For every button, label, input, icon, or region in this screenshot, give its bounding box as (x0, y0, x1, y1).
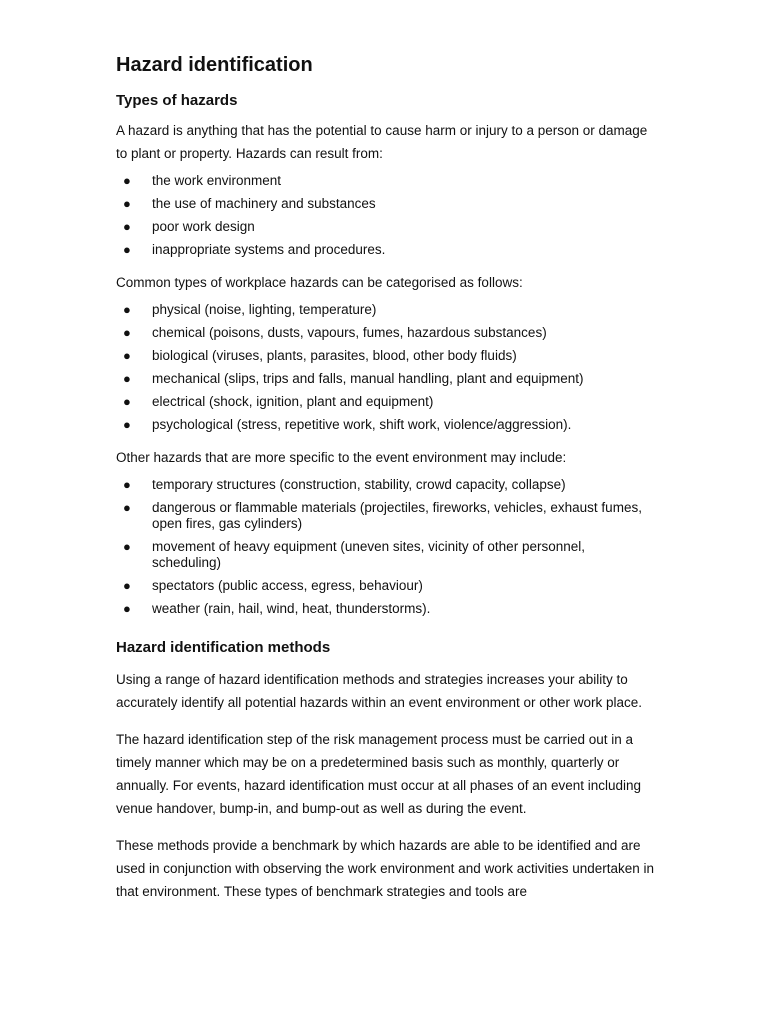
bullet-icon: ● (123, 417, 131, 432)
bullet-icon: ● (123, 539, 131, 554)
bullet-icon: ● (123, 601, 131, 616)
list-item: ● inappropriate systems and procedures. (123, 242, 386, 257)
list-item: ● poor work design (123, 219, 255, 234)
bullet-icon: ● (123, 242, 131, 257)
common-hazard-types-list (116, 302, 656, 433)
list-item: ● dangerous or flammable materials (projectiles, fireworks, vehicles, exhaust fumes, open fires, gas cylinders) (123, 500, 642, 531)
document-page (116, 52, 656, 903)
hazard-definition-paragraph: A hazard is anything that has the potential to cause harm or injury to a person or damage to plant or property. Hazards can result from: (116, 123, 648, 161)
list-item: ● biological (viruses, plants, parasites, blood, other body fluids) (123, 348, 517, 363)
list-item: ● physical (noise, lighting, temperature) (123, 302, 377, 317)
bullet-icon: ● (123, 173, 131, 188)
hazard-sources-list (116, 173, 656, 258)
list-item: ● electrical (shock, ignition, plant and equipment) (123, 394, 434, 409)
list-item: ● weather (rain, hail, wind, heat, thunderstorms). (123, 601, 431, 616)
bullet-icon: ● (123, 348, 131, 363)
bullet-icon: ● (123, 219, 131, 234)
bullet-icon: ● (123, 196, 131, 211)
bullet-icon: ● (123, 477, 131, 492)
bullet-icon: ● (123, 500, 131, 515)
event-hazards-intro: Other hazards that are more specific to the event environment may include: (116, 450, 567, 465)
common-types-intro: Common types of workplace hazards can be categorised as follows: (116, 275, 523, 290)
list-item: ● spectators (public access, egress, behaviour) (123, 578, 423, 593)
section-heading-types: Types of hazards (116, 92, 238, 109)
bullet-icon: ● (123, 371, 131, 386)
list-item: ● the use of machinery and substances (123, 196, 376, 211)
bullet-icon: ● (123, 578, 131, 593)
list-item: ● the work environment (123, 173, 282, 188)
list-item: ● chemical (poisons, dusts, vapours, fumes, hazardous substances) (123, 325, 547, 340)
methods-paragraph-1: Using a range of hazard identification methods and strategies increases your ability to accurately identify all potential hazards within an event environment or other work place. (116, 672, 643, 710)
bullet-icon: ● (123, 394, 131, 409)
list-item: ● psychological (stress, repetitive work, shift work, violence/aggression). (123, 417, 572, 432)
list-item: ● movement of heavy equipment (uneven sites, vicinity of other personnel, scheduling) (123, 539, 585, 570)
bullet-icon: ● (123, 325, 131, 340)
document-title: Hazard identification (116, 54, 313, 76)
event-hazards-list (116, 477, 656, 617)
list-item: ● mechanical (slips, trips and falls, manual handling, plant and equipment) (123, 371, 584, 386)
bullet-icon: ● (123, 302, 131, 317)
methods-paragraph-2: The hazard identification step of the risk management process must be carried out in a timely manner which may be on a predetermined basis such as monthly, quarterly or annually. For events, hazard identification must occur at all phases of an event including venue handover, bump-in, and bump-out as well as during the event. (116, 732, 642, 816)
section-heading-methods: Hazard identification methods (116, 639, 331, 656)
list-item: ● temporary structures (construction, stability, crowd capacity, collapse) (123, 477, 566, 492)
methods-paragraph-3: These methods provide a benchmark by which hazards are able to be identified and are used in conjunction with observing the work environment and work activities undertaken in that environment. These types of benchmark strategies and tools are (116, 838, 655, 899)
